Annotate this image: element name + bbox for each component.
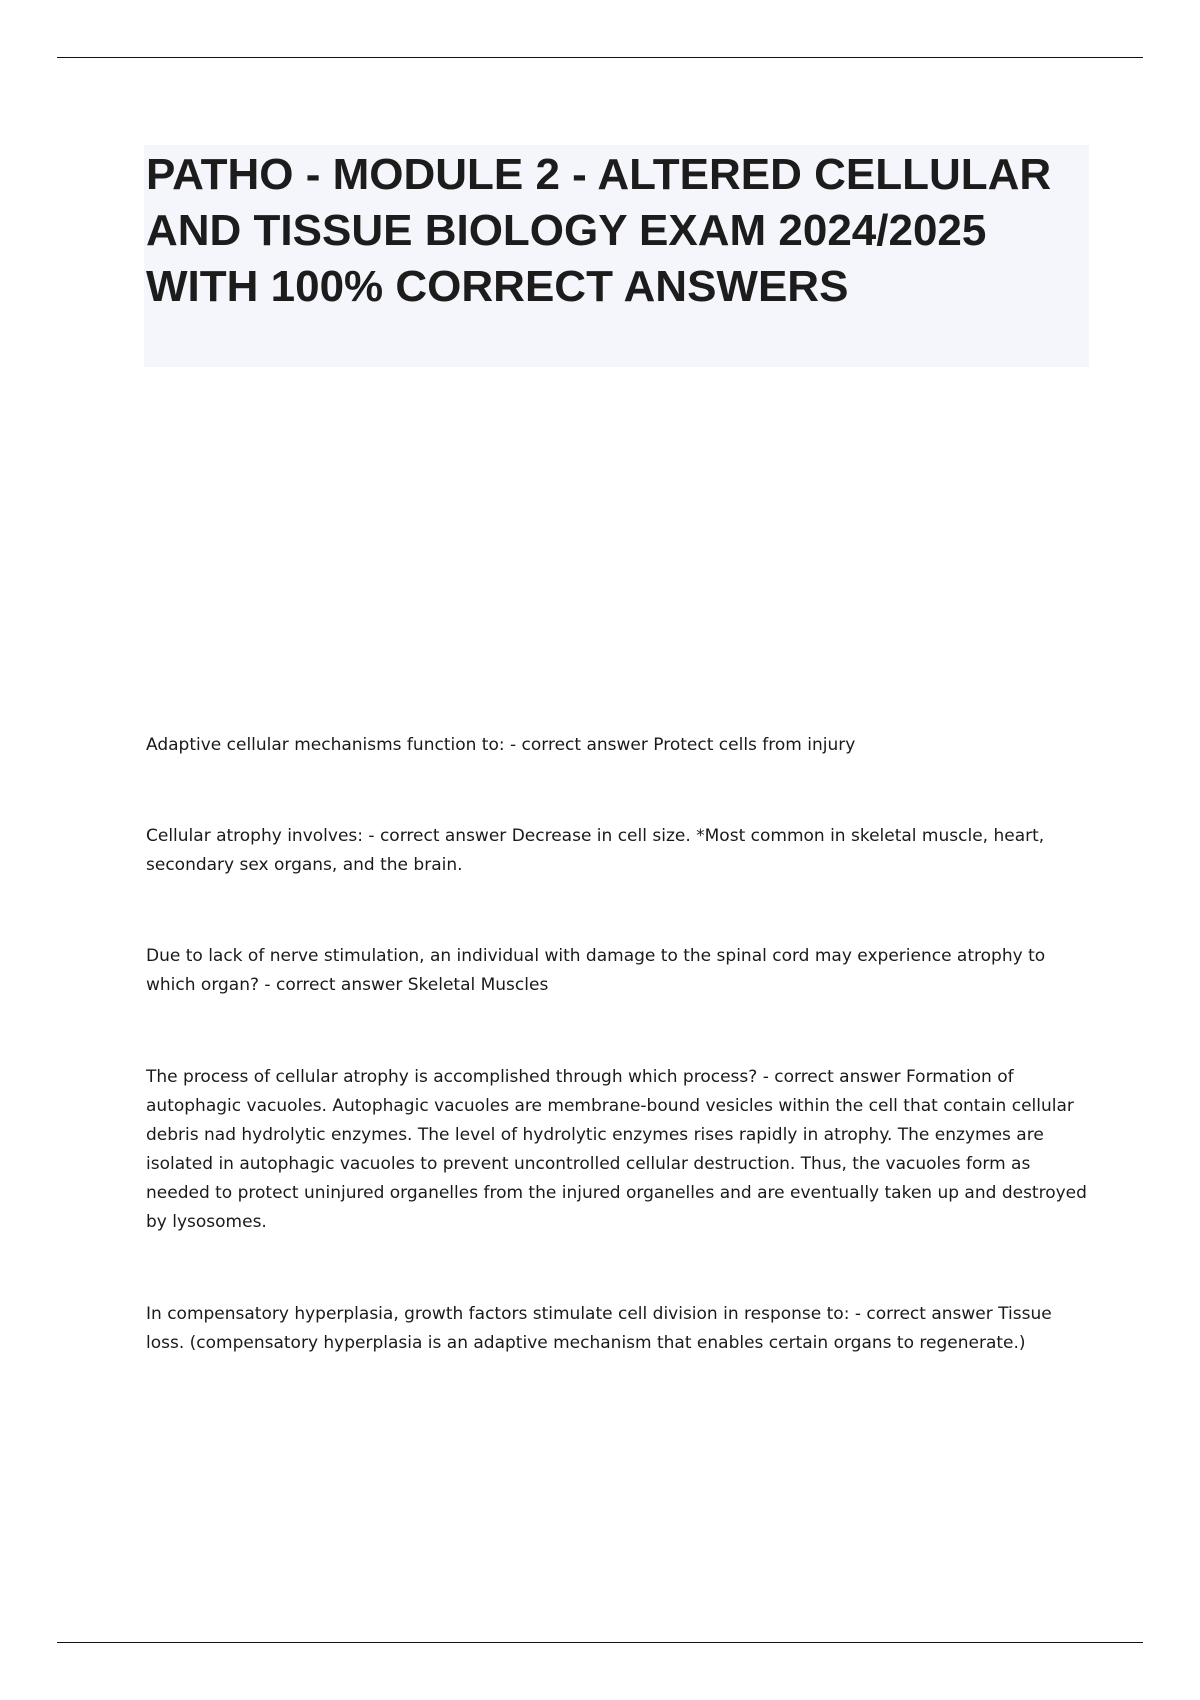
qa-item-4 [146, 1063, 1091, 1237]
question-text: Due to lack of nerve stimulation, an individual with damage to the spinal cord may experience atrophy to which organ? - [146, 946, 1045, 995]
answer-label: correct answer [774, 1067, 901, 1087]
answer-label: correct answer [275, 975, 403, 995]
answer-label: correct answer [866, 1304, 993, 1324]
answer-text: Skeletal Muscles [407, 975, 549, 995]
qa-item-2 [146, 822, 1091, 880]
question-text: Cellular atrophy involves: - [146, 826, 380, 846]
footer-rule [57, 1642, 1143, 1643]
answer-text: Tissue loss. (compensatory hyperplasia is an adaptive mechanism that enables certain organs to regenerate.) [146, 1304, 1052, 1353]
answer-text: Formation of autophagic vacuoles. Autophagic vacuoles are membrane-bound vesicles within the cell that contain cellular debris nad hydrolytic enzymes. The level of hydrolytic enzymes rises rapidly in atrophy. The enzymes are isolated in autophagic vacuoles to prevent uncontrolled cellular destruction. Thus, the vacuoles form as needed to protect uninjured organelles from the injured organelles and are eventually taken up and destroyed by lysosomes. [146, 1067, 1087, 1232]
qa-item-3 [146, 942, 1091, 1000]
document-title: PATHO - MODULE 2 - ALTERED CELLULAR AND TISSUE BIOLOGY EXAM 2024/2025 WITH 100% CORRECT ANSWERS [146, 150, 1052, 311]
header-rule [57, 57, 1143, 58]
answer-label: correct answer [521, 735, 648, 755]
question-text: Adaptive cellular mechanisms function to: - [146, 735, 522, 755]
answer-label: correct answer [379, 826, 507, 846]
question-text: The process of cellular atrophy is accomplished through which process? - [146, 1067, 774, 1087]
answer-text: Decrease in cell size. *Most common in skeletal muscle, heart, secondary sex organs, and the brain. [146, 826, 1045, 875]
question-text: In compensatory hyperplasia, growth factors stimulate cell division in response to: - [146, 1304, 866, 1324]
qa-item-1 [146, 731, 1091, 760]
qa-item-5 [146, 1300, 1091, 1358]
answer-text: Protect cells from injury [653, 735, 856, 755]
title-block [144, 145, 1089, 367]
